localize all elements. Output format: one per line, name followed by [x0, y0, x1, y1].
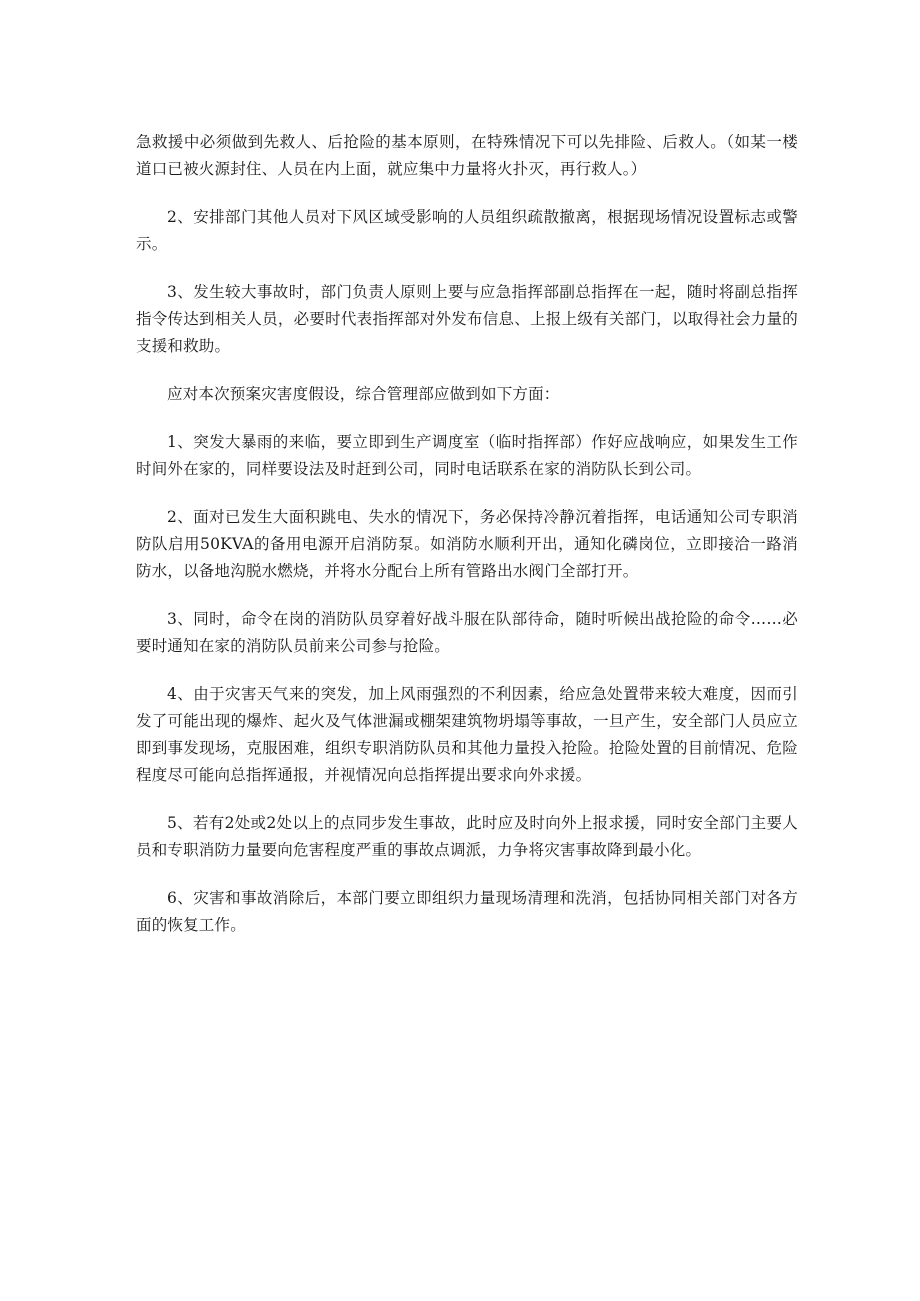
- paragraph-item-2-power-water: 2、面对已发生大面积跳电、失水的情况下，务必保持冷静沉着指挥，电话通知公司专职消防队启用50KVA的备用电源开启消防泵。如消防水顺利开出，通知化磷岗位，立即接洽一路消防水，以备地沟脱水燃烧，并将水分配台上所有管路出水阀门全部打开。: [136, 508, 798, 580]
- paragraph-item-4-disaster: 4、由于灾害天气来的突发，加上风雨强烈的不利因素，给应急处置带来较大难度，因而引发了可能出现的爆炸、起火及气体泄漏或棚架建筑物坍塌等事故，一旦产生，安全部门人员应立即到事发现场，克服困难，组织专职消防队员和其他力量投入抢险。抢险处置的目前情况、危险程度尽可能向总指挥通报，并视情况向总指挥提出要求向外求援。: [136, 685, 798, 784]
- paragraph-item-5-multiple-incidents: 5、若有2处或2处以上的点同步发生事故，此时应及时向外上报求援，同时安全部门主要人员和专职消防力量要向危害程度严重的事故点调派，力争将灾害事故降到最小化。: [136, 814, 798, 859]
- paragraph-item-3-major-accident: 3、发生较大事故时，部门负责人原则上要与应急指挥部副总指挥在一起，随时将副总指挥指令传达到相关人员，必要时代表指挥部对外发布信息、上报上级有关部门，以取得社会力量的支援和救助。: [136, 283, 798, 355]
- paragraph-continuation: 急救援中必须做到先救人、后抢险的基本原则，在特殊情况下可以先排险、后救人。（如某一楼道口已被火源封住、人员在内上面，就应集中力量将火扑灭，再行救人。）: [136, 133, 798, 178]
- paragraph-item-2-evacuation: 2、安排部门其他人员对下风区域受影响的人员组织疏散撤离，根据现场情况设置标志或警示。: [136, 208, 798, 253]
- paragraph-item-1-rainstorm: 1、突发大暴雨的来临，要立即到生产调度室（临时指挥部）作好应战响应，如果发生工作时间外在家的，同样要设法及时赶到公司，同时电话联系在家的消防队长到公司。: [136, 433, 798, 478]
- document-body: [136, 129, 798, 960]
- paragraph-item-6-recovery: 6、灾害和事故消除后，本部门要立即组织力量现场清理和洗消，包括协同相关部门对各方面的恢复工作。: [136, 889, 798, 934]
- paragraph-item-3-standby: 3、同时，命令在岗的消防队员穿着好战斗服在队部待命，随时听候出战抢险的命令……必要时通知在家的消防队员前来公司参与抢险。: [136, 610, 798, 655]
- paragraph-intro-management: 应对本次预案灾害度假设，综合管理部应做到如下方面：: [167, 385, 560, 403]
